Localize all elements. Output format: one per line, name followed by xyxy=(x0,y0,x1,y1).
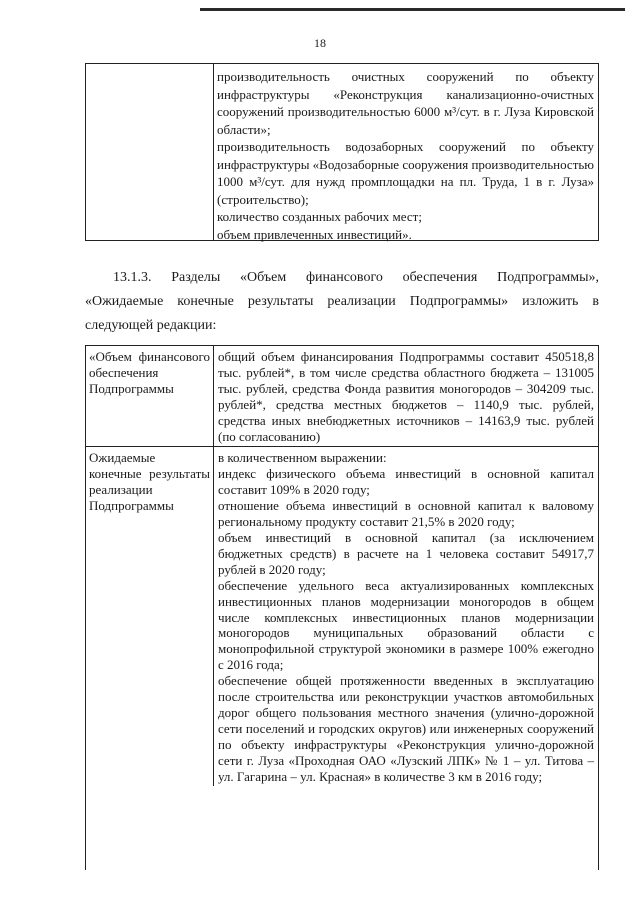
top-rule xyxy=(200,8,625,11)
amendment-text: 13.1.3. Разделы «Объем финансового обеспечения Подпрограммы», «Ожидаемые конечные результаты реализации Подпрограммы» изложить в следующей редакции: xyxy=(85,270,599,333)
empty-label-cell xyxy=(86,64,214,240)
row-content: общий объем финансирования Подпрограммы составит 450518,8 тыс. рублей*, в том числе средства областного бюджета – 131005 тыс. рублей, средства Фонда развития моногородов – 304209 тыс. рублей*, средства местных бюджетов – 1140,9 тыс. рублей, средства иных внебюджетных источников – 14163,9 тыс. рублей (по согласованию) xyxy=(218,349,594,444)
indicator-item: количество созданных рабочих мест; xyxy=(217,209,422,224)
result-item: отношение объема инвестиций в основной капитал к валовому региональному продукту составит 21,5% в 2020 году; xyxy=(218,498,594,530)
result-item: обеспечение удельного веса актуализированных комплексных инвестиционных планов модернизации моногородов в общем числе комплексных инвестиционных планов модернизации моногородов муниципальных образований области с монопрофильной структурой экономики в размере 100% ежегодно с 2016 года; xyxy=(218,577,594,673)
page-number: 18 xyxy=(314,36,326,50)
indicator-item: производительность очистных сооружений по объекту инфраструктуры «Реконструкция канализационно-очистных сооружений производительностью 6000 м³/сут. в г. Луза Кировской области»; xyxy=(217,69,594,137)
table-row xyxy=(86,346,598,447)
indicator-item: производительность водозаборных сооружений по объекту инфраструктуры «Водозаборные сооружения производительностью 1000 м³/сут. для нужд промплощадки на пл. Труда, 1 в г. Луза» (строительство); xyxy=(217,139,595,207)
indicators-cell xyxy=(214,64,598,240)
indicator-item: объем привлеченных инвестиций». xyxy=(217,226,412,242)
row-label: «Объем финансового обеспечения Подпрограммы xyxy=(86,346,214,446)
result-item: объем инвестиций в основной капитал (за исключением бюджетных средств) в расчете на 1 человека составит 54917,7 рублей в 2020 году; xyxy=(218,529,594,577)
continued-table xyxy=(85,63,599,241)
result-item: обеспечение общей протяженности введенных в эксплуатацию после строительства или реконструкции участков автомобильных дорог общего пользования местного значения (улично-дорожной сети поселений и городских округов) или инженерных сооружений по объекту инфраструктуры «Реконструкция улично-дорожной сети г. Луза «Проходная ОАО «Лузский ЛПК» № 1 – ул. Титова – ул. Гагарина – ул. Красная» в количестве 3 км в 2016 году; xyxy=(218,673,594,784)
table-row xyxy=(86,447,598,786)
row-label: Ожидаемые конечные результаты реализации Подпрограммы xyxy=(86,447,214,786)
result-item: индекс физического объема инвестиций в основной капитал составит 109% в 2020 году; xyxy=(218,466,594,498)
row-content xyxy=(214,447,598,786)
subprogram-table xyxy=(85,345,599,870)
result-item: в количественном выражении: xyxy=(218,450,387,466)
amendment-paragraph xyxy=(85,266,599,338)
